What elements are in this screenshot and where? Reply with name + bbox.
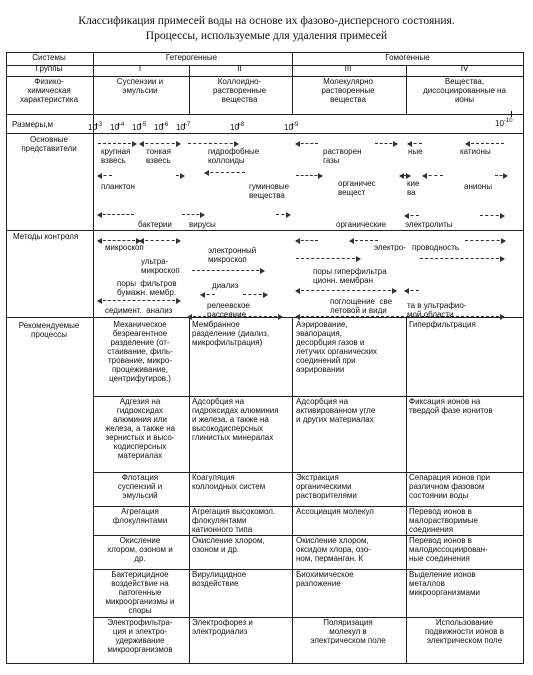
group-4: IV: [460, 64, 469, 73]
ctl-rayleigh: релеевское рассеяние: [207, 301, 250, 319]
size-tick: 10: [176, 123, 185, 132]
ctl-electron: электронный микроскоп: [208, 246, 257, 264]
size-tick: 10: [132, 123, 141, 132]
size-tick: 10: [88, 123, 97, 132]
process-cell: Адсорбция на гидроксидах алюминия и железа, а также на высокодисперсных глинистых минералах: [192, 397, 279, 442]
size-exp: -5: [140, 122, 147, 128]
rep-electrolytes: электролиты: [405, 220, 453, 229]
group-2: II: [237, 64, 242, 73]
size-tick: 10: [284, 123, 293, 132]
size-tick: 10: [110, 123, 119, 132]
process-cell: Использование подвижности ионов в электрическом поле: [424, 618, 505, 645]
rep-ic: кие ва: [407, 179, 420, 197]
hetero-header: Гетерогенные: [165, 53, 218, 62]
control-label: Методы контроля: [13, 232, 79, 241]
process-cell: Электрофильтра- ция и электро- удерживание микроорганизмов: [107, 618, 173, 654]
process-cell: Выделение ионов металлов микроорганизмами: [409, 570, 480, 597]
char-4: Вещества, диссоциированные на ионы: [423, 77, 506, 104]
rep-viruses: вирусы: [189, 220, 216, 229]
ctl-conductivity: проводность: [412, 243, 460, 252]
process-cell: Мембранное разделение (диализ, микрофильтрация): [192, 320, 270, 347]
process-cell: Окисление хлором, озоном и др.: [192, 536, 265, 554]
process-cell: Агрегация флокулянтами: [112, 507, 168, 525]
process-cell: Механическое безреагентное разделение (от- стаивание, филь- трование, микро- процеживание, центрифугиров.): [107, 320, 173, 383]
ctl-absorption: поглощение све летовой и види: [330, 297, 393, 315]
rep-organic: органичес вещест: [338, 179, 376, 197]
size-tick: 10: [495, 119, 504, 128]
rep-colloids: гидрофобные коллоиды: [208, 147, 260, 165]
char-1: Суспензии и эмульсии: [116, 77, 164, 95]
process-cell: Электрофорез и электродиализ: [192, 618, 253, 636]
systems-label: Системы: [32, 53, 66, 62]
rep-gases: растворен газы: [323, 147, 362, 165]
process-cell: Окисление хлором, озоном и др.: [107, 536, 173, 563]
process-cell: Ассоциация молекул: [296, 507, 374, 516]
representatives-label: Основные представители: [21, 135, 77, 153]
process-cell: Перевод ионов в малодиссоциирован- ные соединения: [409, 536, 488, 563]
process-cell: Перевод ионов в малорастворимые соединения: [409, 507, 478, 534]
ctl-uv: та в ультрафио- мой области: [407, 301, 467, 319]
process-cell: Биохимическое разложение: [296, 570, 354, 588]
group-3: III: [344, 64, 352, 73]
process-cell: Поляризация молекул в электрическом поле: [310, 618, 386, 645]
process-cell: Экстракция органическими растворителями: [296, 473, 357, 500]
group-1: I: [138, 64, 142, 73]
ctl-sedimentation: седимент. анализ: [105, 306, 173, 315]
size-exp: -9: [292, 122, 299, 128]
process-cell: Фиксация ионов на твердой фазе ионитов: [409, 397, 493, 415]
homo-header: Гомогенные: [385, 53, 430, 62]
ctl-filter-pores: поры фильтров бумажн. мембр.: [117, 279, 177, 297]
ctl-dialysis: диализ: [212, 281, 239, 290]
rep-humic: гуминовые вещества: [249, 182, 290, 200]
size-exp: -6: [162, 122, 169, 128]
process-cell: Гиперфильтрация: [409, 320, 476, 329]
char-2: Коллоидно- растворенные вещества: [212, 77, 267, 104]
char-3: Молекулярно растворенные вещества: [321, 77, 375, 104]
ctl-microscope: микроскоп: [105, 243, 144, 252]
ctl-ultramicroscope: ультра- микроскоп: [141, 257, 180, 275]
size-tick: 10: [230, 123, 239, 132]
size-exp: -8: [238, 122, 245, 128]
process-cell: Агрегация высокомол. флокулянтами катионного типа: [192, 507, 276, 534]
groups-label: Группы: [35, 64, 63, 73]
rep-fine: тонкая взвесь: [146, 147, 171, 165]
processes-label: Рекомендуемые процессы: [18, 321, 80, 339]
size-exp: -10: [503, 118, 513, 124]
ctl-electro: электро-: [374, 243, 406, 252]
phys-label: Физико- химическая характеристика: [19, 77, 79, 104]
sizes-label: Размеры,м: [12, 120, 53, 129]
process-cell: Коагуляция коллоидных систем: [192, 473, 266, 491]
process-cell: Бактерицидное воздействие на патогенные микроорганизмы и споры: [105, 570, 175, 615]
rep-bacteria: бактерии: [138, 220, 172, 229]
process-cell: Аэрирование, эвапорация, десорбция газов и летучих органических соединений при аэрировании: [296, 320, 378, 374]
rep-coarse: крупная взвесь: [101, 147, 131, 165]
process-cell: Адгезия на гидроксидах алюминия или железа, а также на зернистых и высо- кодисперсных материалах: [104, 397, 176, 460]
process-cell: Флотация суспензий и эмульсий: [117, 473, 163, 500]
rep-cations: катионы: [460, 147, 491, 156]
ctl-hyperfiltration: поры гиперфильтра ционн. мембран: [313, 267, 387, 285]
size-exp: -4: [118, 122, 125, 128]
size-tick: 10: [154, 123, 163, 132]
page-subtitle: Процессы, используемые для удаления примесей: [145, 30, 388, 42]
rep-anions: анионы: [464, 182, 492, 191]
process-cell: Вирулицидное воздействие: [192, 570, 247, 588]
process-cell: Окисление хлором, оксидом хлора, озо- ном, перманган. К: [296, 536, 371, 563]
rep-ionic: ные: [408, 147, 423, 156]
size-exp: -3: [96, 122, 103, 128]
size-exp: -7: [184, 122, 191, 128]
rep-organics: органические: [336, 220, 387, 229]
rep-plankton: планктон: [101, 182, 135, 191]
page-title: Классификация примесей воды на основе их фазово-дисперсного состояния.: [78, 15, 455, 27]
process-cell: Сепарация ионов при различном фазовом состоянии воды: [409, 473, 491, 500]
process-cell: Адсорбция на активированном угле и других материалах: [296, 397, 376, 424]
